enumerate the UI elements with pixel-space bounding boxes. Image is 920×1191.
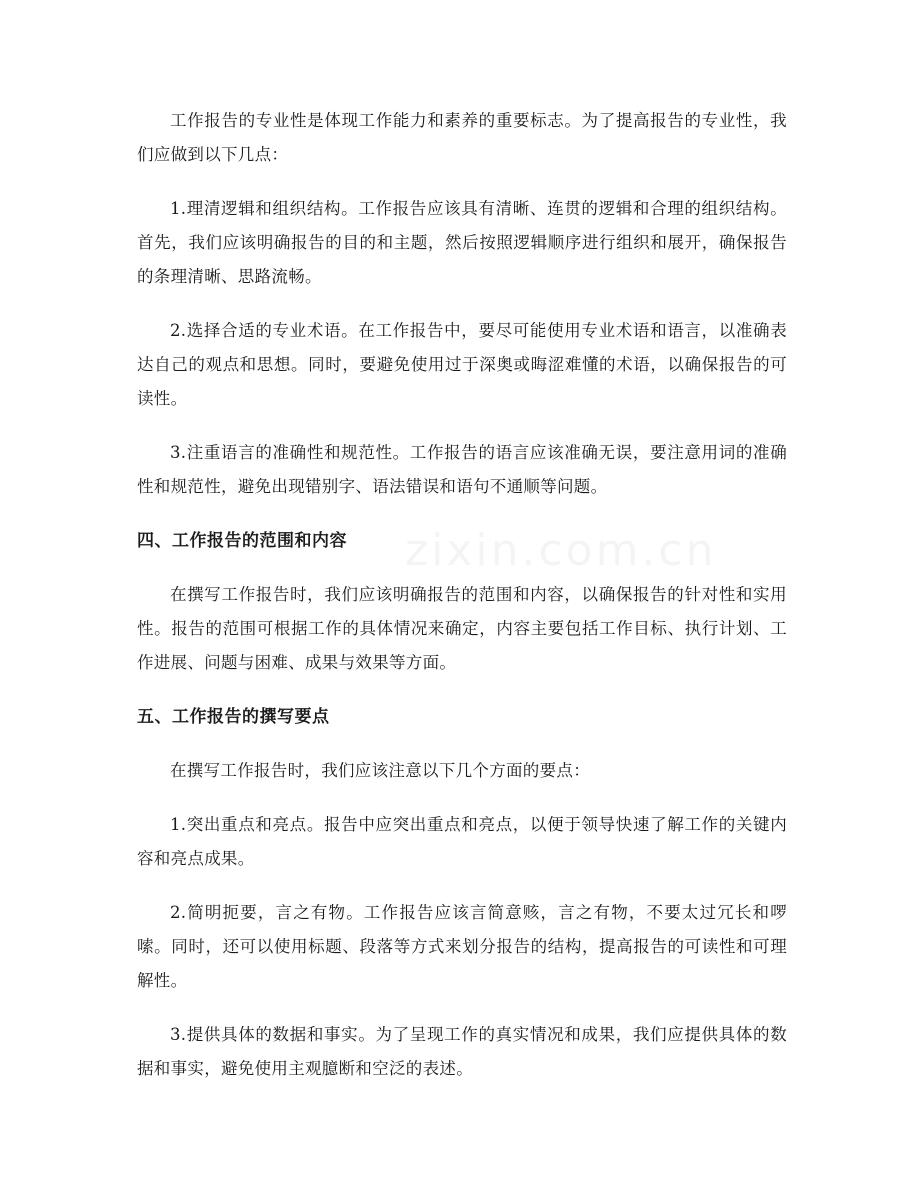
intro-paragraph: 工作报告的专业性是体现工作能力和素养的重要标志。为了提高报告的专业性，我们应做到以下几点： [137,111,787,164]
section-5-point-1: 1.突出重点和亮点。报告中应突出重点和亮点，以便于领导快速了解工作的关键内容和亮点成果。 [137,815,787,868]
section-5-intro: 在撰写工作报告时，我们应该注意以下几个方面的要点： [170,761,590,780]
point-3-paragraph: 3.注重语言的准确性和规范性。工作报告的语言应该准确无误，要注意用词的准确性和规范性，避免出现错别字、语法错误和语句不通顺等问题。 [137,443,787,496]
point-1-paragraph: 1.理清逻辑和组织结构。工作报告应该具有清晰、连贯的逻辑和合理的组织结构。首先，我们应该明确报告的目的和主题，然后按照逻辑顺序进行组织和展开，确保报告的条理清晰、思路流畅。 [137,199,787,286]
point-2-paragraph: 2.选择合适的专业术语。在工作报告中，要尽可能使用专业术语和语言，以准确表达自己的观点和思想。同时，要避免使用过于深奥或晦涩难懂的术语，以确保报告的可读性。 [137,321,787,408]
section-5-heading: 五、工作报告的撰写要点 [137,707,330,727]
section-4-paragraph: 在撰写工作报告时，我们应该明确报告的范围和内容，以确保报告的针对性和实用性。报告的范围可根据工作的具体情况来确定，内容主要包括工作目标、执行计划、工作进展、问题与困难、成果与效果等方面。 [137,585,787,672]
section-5-point-2: 2.简明扼要，言之有物。工作报告应该言简意赅，言之有物，不要太过冗长和啰嗦。同时，还可以使用标题、段落等方式来划分报告的结构，提高报告的可读性和可理解性。 [137,903,787,990]
document-body [137,104,787,1106]
section-5-point-3: 3.提供具体的数据和事实。为了呈现工作的真实情况和成果，我们应提供具体的数据和事实，避免使用主观臆断和空泛的表述。 [137,1025,787,1078]
section-4-heading: 四、工作报告的范围和内容 [137,531,347,551]
